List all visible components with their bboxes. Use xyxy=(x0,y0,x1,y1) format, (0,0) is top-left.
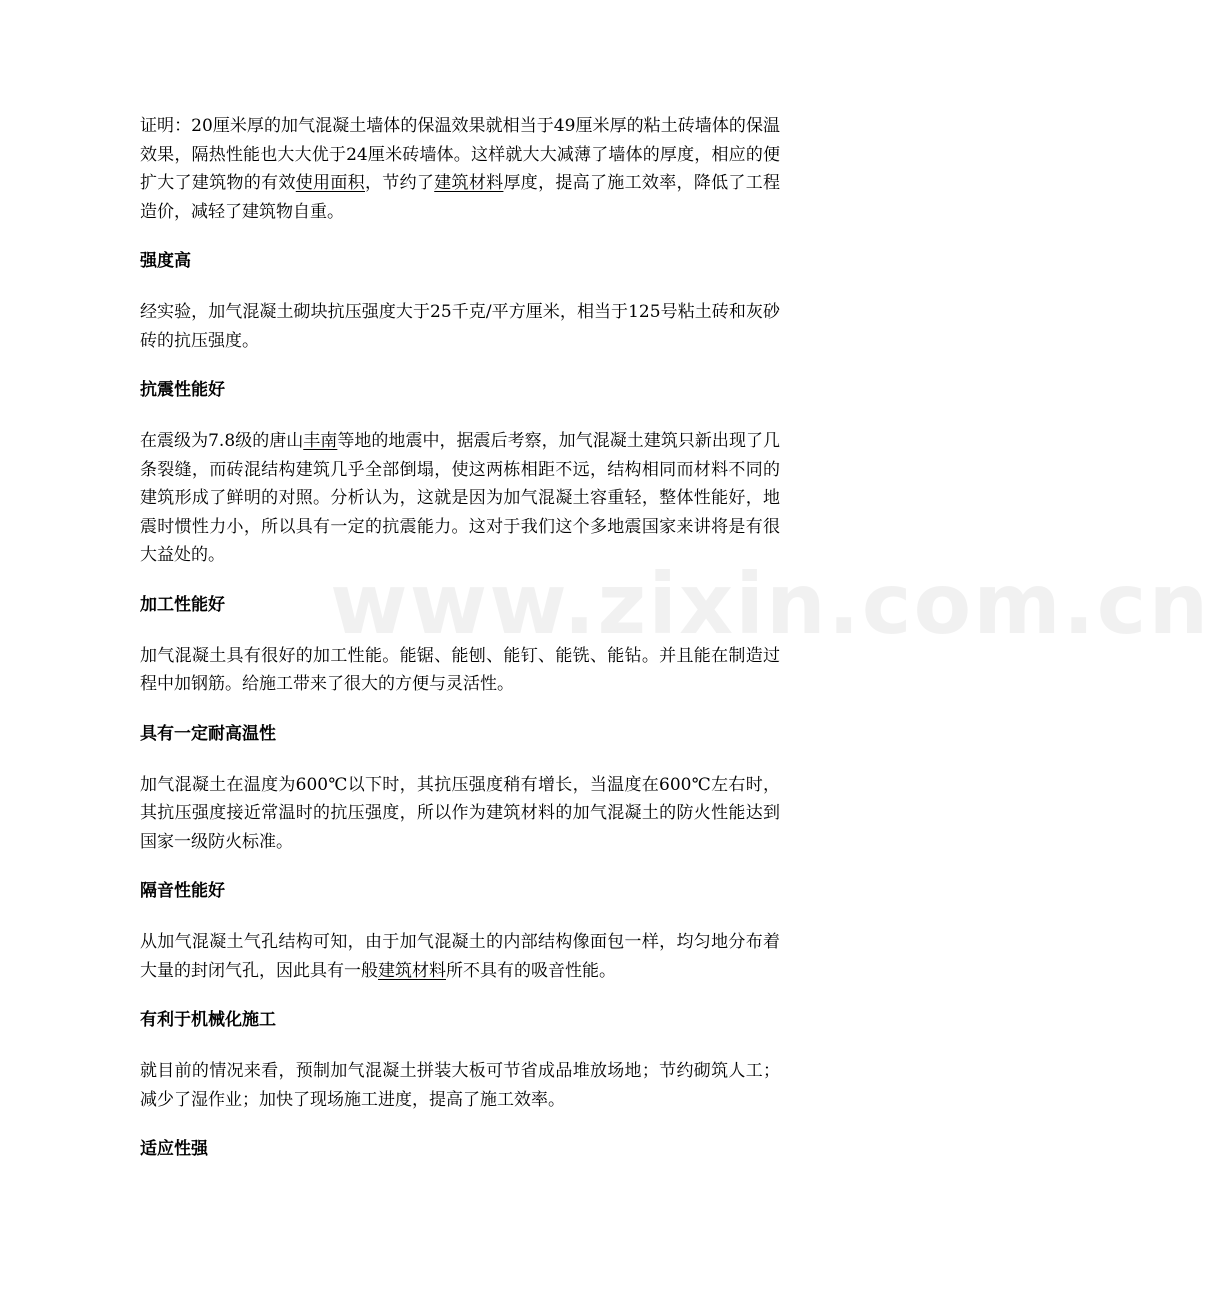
intro-text-1: 证明：20厘米厚的加气混凝土墙体的保温效果就相当于49厘米厚的粘土砖墙体的保温效果，隔热性能也大大优于24厘米砖墙体。这样就大大减薄了墙体的厚度，相应的便扩大了建筑物的有效 xyxy=(140,116,780,193)
link-building-materials[interactable]: 建筑材料 xyxy=(434,173,504,193)
machining-paragraph: 加气混凝土具有很好的加工性能。能锯、能刨、能钉、能铣、能钻。并且能在制造过程中加钢筋。给施工带来了很大的方便与灵活性。 xyxy=(140,645,780,694)
mechanized-paragraph: 就目前的情况来看，预制加气混凝土拼装大板可节省成品堆放场地；节约砌筑人工；减少了湿作业；加快了现场施工进度，提高了施工效率。 xyxy=(140,1061,780,1110)
heading-strength: 强度高 xyxy=(140,251,191,271)
strength-paragraph: 经实验，加气混凝土砌块抗压强度大于25千克/平方厘米，相当于125号粘土砖和灰砂砖的抗压强度。 xyxy=(140,302,780,351)
seismic-text-2: 等地的地震中，据震后考察，加气混凝土建筑只新出现了几条裂缝，而砖混结构建筑几乎全部倒塌，使这两栋相距不远，结构相同而材料不同的建筑形成了鲜明的对照。分析认为，这就是因为加气混凝土容重轻，整体性能好，地震时惯性力小，所以具有一定的抗震能力。这对于我们这个多地震国家来讲将是有很大益处的。 xyxy=(140,431,781,565)
heading-heat-resistance: 具有一定耐高温性 xyxy=(140,723,276,744)
link-fengnan[interactable]: 丰南 xyxy=(303,431,338,451)
heading-adaptability: 适应性强 xyxy=(140,1139,208,1159)
intro-text-3: 厚度，提高了施工效率，降低了工程造价，减轻了建筑物自重。 xyxy=(140,173,781,222)
sound-paragraph xyxy=(140,928,780,985)
seismic-text-1: 在震级为7.8级的唐山 xyxy=(140,431,304,451)
sound-text-2: 所不具有的吸音性能。 xyxy=(446,960,616,981)
seismic-paragraph xyxy=(140,427,780,570)
heading-machining: 加工性能好 xyxy=(140,594,225,615)
document-page xyxy=(140,112,780,1186)
watermark: www.zixin.com.cn xyxy=(330,555,1210,653)
sound-text-1: 从加气混凝土气孔结构可知，由于加气混凝土的内部结构像面包一样，均匀地分布着大量的封闭气孔，因此具有一般 xyxy=(140,932,780,981)
link-building-materials-2[interactable]: 建筑材料 xyxy=(378,960,446,981)
heading-seismic: 抗震性能好 xyxy=(140,380,225,400)
intro-text-2: ，节约了 xyxy=(364,173,435,193)
link-usable-area[interactable]: 使用面积 xyxy=(295,173,365,193)
intro-paragraph xyxy=(140,112,780,226)
heading-sound-insulation: 隔音性能好 xyxy=(140,881,225,901)
heat-paragraph: 加气混凝土在温度为600℃以下时，其抗压强度稍有增长，当温度在600℃左右时，其抗压强度接近常温时的抗压强度，所以作为建筑材料的加气混凝土的防火性能达到国家一级防火标准。 xyxy=(140,774,780,852)
heading-mechanized: 有利于机械化施工 xyxy=(140,1010,276,1030)
